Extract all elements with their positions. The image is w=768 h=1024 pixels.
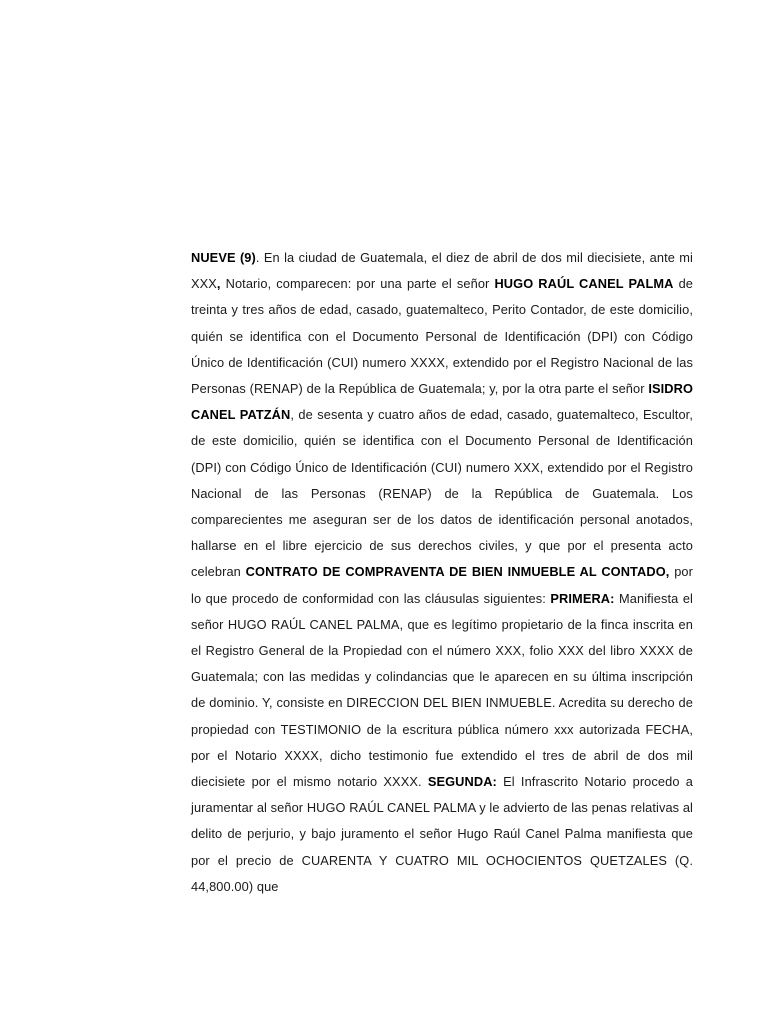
party-name-seller: HUGO RAÚL CANEL PALMA <box>494 276 674 292</box>
deed-number: NUEVE (9) <box>191 250 256 265</box>
clause-segunda-text: El Infrascrito Notario procedo a juramentar al señor HUGO RAÚL CANEL PALMA y le advierto de las penas relativas al delito de perjurio, y bajo juramento el señor Hugo Raúl Canel Palma manifiesta que por el precio de CUARENTA Y CUATRO MIL OCHOCIENTOS QUETZALES (Q. 44,800.00) que <box>191 774 693 894</box>
clause-heading-segunda: SEGUNDA: <box>427 774 497 790</box>
text-span: , de sesenta y cuatro años de edad, casado, guatemalteco, Escultor, de este domicilio, quién se identifica con el Documento Personal de Identificación (DPI) con Código Único de Identificación (CUI) numero XXX, extendido por el Registro Nacional de las Personas (RENAP) de la República de Guatemala. Los comparecientes me aseguran ser de los datos de identificación personal anotados, hallarse en el libre ejercicio de sus derechos civiles, y que por el presenta acto celebran <box>191 407 693 580</box>
contract-type: CONTRATO DE COMPRAVENTA DE BIEN INMUEBLE AL CONTADO, <box>245 564 670 580</box>
party-name-buyer: ISIDRO CANEL PATZÁN <box>191 381 693 423</box>
text-span: de treinta y tres años de edad, casado, guatemalteco, Perito Contador, de este domicilio, quién se identifica con el Documento Personal de Identificación (DPI) con Código Único de Identificación (CUI) numero XXXX, extendido por el Registro Nacional de las Personas (RENAP) de la República de Guatemala; y, por la otra parte el señor <box>191 276 694 397</box>
clause-heading-primera: PRIMERA: <box>550 590 615 606</box>
text-span-bold: , <box>216 276 221 292</box>
clause-primera-text: Manifiesta el señor HUGO RAÚL CANEL PALMA, que es legítimo propietario de la finca inscrita en el Registro General de la Propiedad con el número XXX, folio XXX del libro XXXX de Guatemala; con las medidas y colindancias que le aparecen en su última inscripción de dominio. Y, consiste en DIRECCION DEL BIEN INMUEBLE. Acredita su derecho de propiedad con TESTIMONIO de la escritura pública número xxx autorizada FECHA, por el Notario XXXX, dicho testimonio fue extendido el tres de abril de dos mil diecisiete por el mismo notario XXXX. <box>191 590 694 790</box>
text-span: . En la ciudad de Guatemala, el diez de abril de dos mil diecisiete, ante mi XXX <box>191 250 693 292</box>
text-span: por lo que procedo de conformidad con las cláusulas siguientes: <box>191 564 693 606</box>
text-span: Notario, comparecen: por una parte el señor <box>220 276 495 292</box>
deed-body-text <box>191 245 693 900</box>
